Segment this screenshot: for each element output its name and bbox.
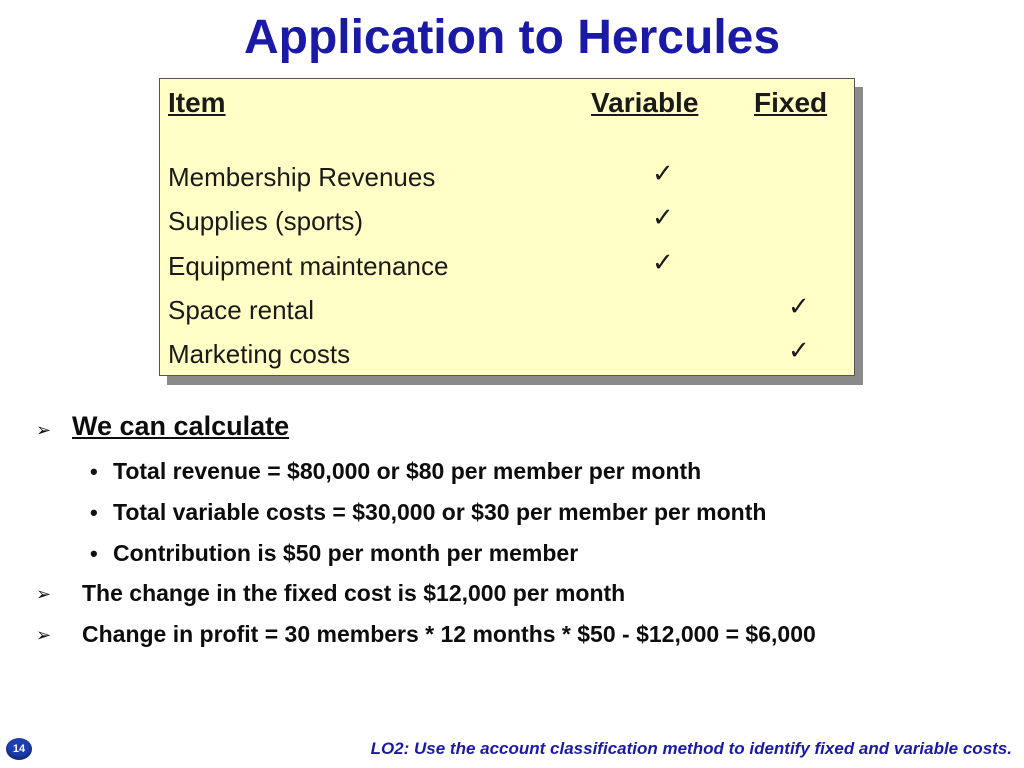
check-fixed-icon: ✓: [788, 291, 810, 321]
check-variable-icon: ✓: [652, 202, 674, 232]
header-item: Item: [168, 87, 226, 118]
arrow-bullet-icon: ➢: [36, 584, 52, 604]
dot-bullet-icon: •: [90, 500, 98, 525]
bullet-profit-change: Change in profit = 30 members * 12 months * $50 - $12,000 = $6,000: [82, 621, 816, 647]
dot-bullet-icon: •: [90, 541, 98, 566]
check-variable-icon: ✓: [652, 247, 674, 277]
sub-bullet-total-variable-costs: Total variable costs = $30,000 or $30 per member per month: [113, 499, 767, 525]
bullet-fixed-cost-change: The change in the fixed cost is $12,000 per month: [82, 580, 626, 606]
slide-number-badge: 14: [6, 738, 32, 760]
footer-learning-objective: LO2: Use the account classification method to identify fixed and variable costs.: [370, 739, 1012, 758]
slide-title: Application to Hercules: [243, 11, 781, 64]
classification-table: [159, 78, 855, 376]
row-item-supplies: Supplies (sports): [168, 206, 364, 236]
dot-bullet-icon: •: [90, 459, 98, 484]
check-variable-icon: ✓: [652, 158, 674, 188]
heading-we-can-calculate: We can calculate: [72, 411, 290, 441]
arrow-bullet-icon: ➢: [36, 625, 52, 645]
check-fixed-icon: ✓: [788, 335, 810, 365]
row-item-equipment-maintenance: Equipment maintenance: [168, 251, 449, 281]
arrow-bullet-icon: ➢: [36, 420, 52, 440]
header-fixed: Fixed: [754, 87, 828, 118]
row-item-space-rental: Space rental: [168, 295, 314, 325]
sub-bullet-total-revenue: Total revenue = $80,000 or $80 per member per month: [113, 458, 702, 484]
sub-bullet-contribution: Contribution is $50 per month per member: [113, 540, 579, 566]
row-item-marketing-costs: Marketing costs: [168, 339, 351, 369]
header-variable: Variable: [591, 87, 699, 118]
row-item-membership-revenues: Membership Revenues: [168, 162, 436, 192]
